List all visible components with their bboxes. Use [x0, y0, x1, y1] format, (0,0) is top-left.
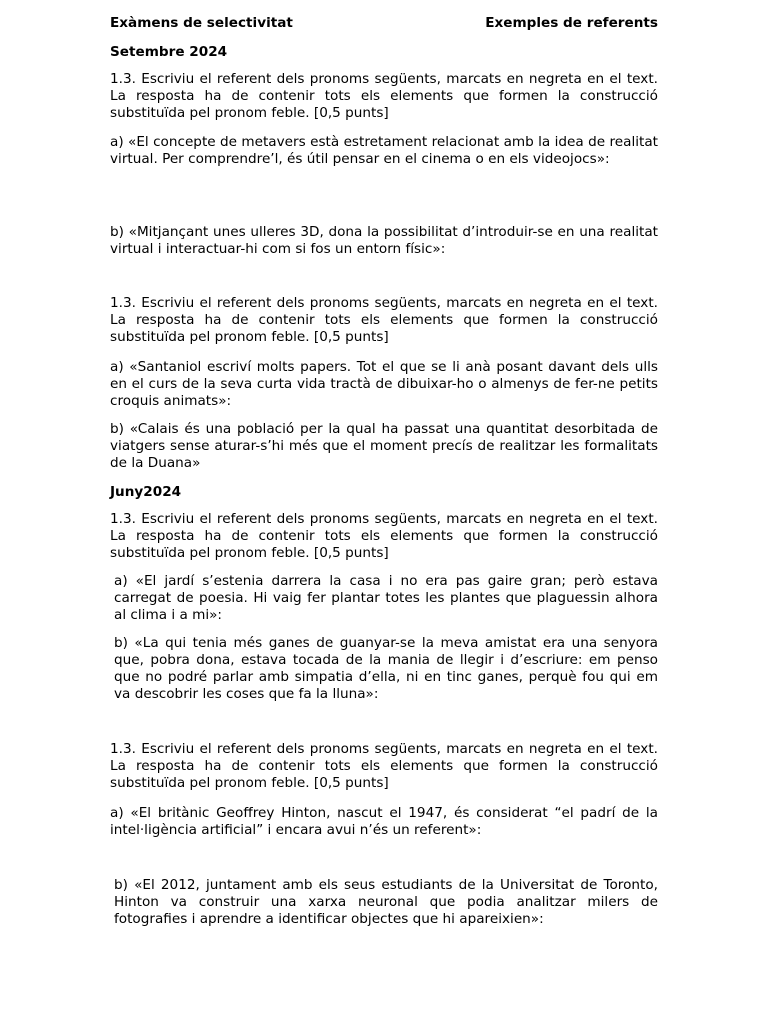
exercise-item-a: a) «Santaniol escriví molts papers. Tot el que se li anà posant davant dels ulls en el curs de la seva curta vida tractà de dibuixar-ho o almenys de fer-ne petits croquis animats»: [110, 359, 658, 409]
exercise-item-b: b) «El 2012, juntament amb els seus estudiants de la Universitat de Toronto, Hinton va construir una xarxa neuronal que podia analitzar milers de fotografies i aprendre a identificar objectes que hi apareixien»: [114, 877, 658, 927]
exercise-item-b: b) «La qui tenia més ganes de guanyar-se la meva amistat era una senyora que, pobra dona, estava tocada de la mania de llegir i d’escriure: em penso que no podré parlar amb simpatia d’ella, ni en tinc ganes, perquè fou qui em va descobrir les coses que fa la lluna»: [114, 635, 658, 702]
exercise-item-a: a) «El concepte de metavers està estretament relacionat amb la idea de realitat virtual. Per comprendre’l, és útil pensar en el cinema o en els videojocs»: [110, 134, 658, 167]
section-title: Juny2024 [110, 484, 182, 500]
header-right-title: Exemples de referents [485, 15, 658, 31]
page-header [110, 15, 658, 35]
exercise-statement: 1.3. Escriviu el referent dels pronoms següents, marcats en negreta en el text. La resposta ha de contenir tots els elements que formen la construcció substituïda pel pronom feble. [0,5 punts] [110, 511, 658, 561]
exercise-item-a: a) «El jardí s’estenia darrera la casa i no era pas gaire gran; però estava carregat de poesia. Hi vaig fer plantar totes les plantes que plaguessin alhora al clima i a mi»: [114, 573, 658, 623]
exercise-item-a: a) «El britànic Geoffrey Hinton, nascut el 1947, és considerat “el padrí de la intel·ligència artificial” i encara avui n’és un referent»: [110, 805, 658, 838]
exercise-statement: 1.3. Escriviu el referent dels pronoms següents, marcats en negreta en el text. La resposta ha de contenir tots els elements que formen la construcció substituïda pel pronom feble. [0,5 punts] [110, 71, 658, 121]
exercise-item-b: b) «Calais és una població per la qual ha passat una quantitat desorbitada de viatgers sense aturar-s’hi més que el moment precís de realitzar les formalitats de la Duana» [110, 421, 658, 471]
exercise-statement: 1.3. Escriviu el referent dels pronoms següents, marcats en negreta en el text. La resposta ha de contenir tots els elements que formen la construcció substituïda pel pronom feble. [0,5 punts] [110, 741, 658, 791]
header-left-title: Exàmens de selectivitat [110, 15, 293, 31]
exercise-statement: 1.3. Escriviu el referent dels pronoms següents, marcats en negreta en el text. La resposta ha de contenir tots els elements que formen la construcció substituïda pel pronom feble. [0,5 punts] [110, 295, 658, 345]
section-title: Setembre 2024 [110, 44, 228, 60]
exercise-item-b: b) «Mitjançant unes ulleres 3D, dona la possibilitat d’introduir-se en una realitat virtual i interactuar-hi com si fos un entorn físic»: [110, 224, 658, 257]
